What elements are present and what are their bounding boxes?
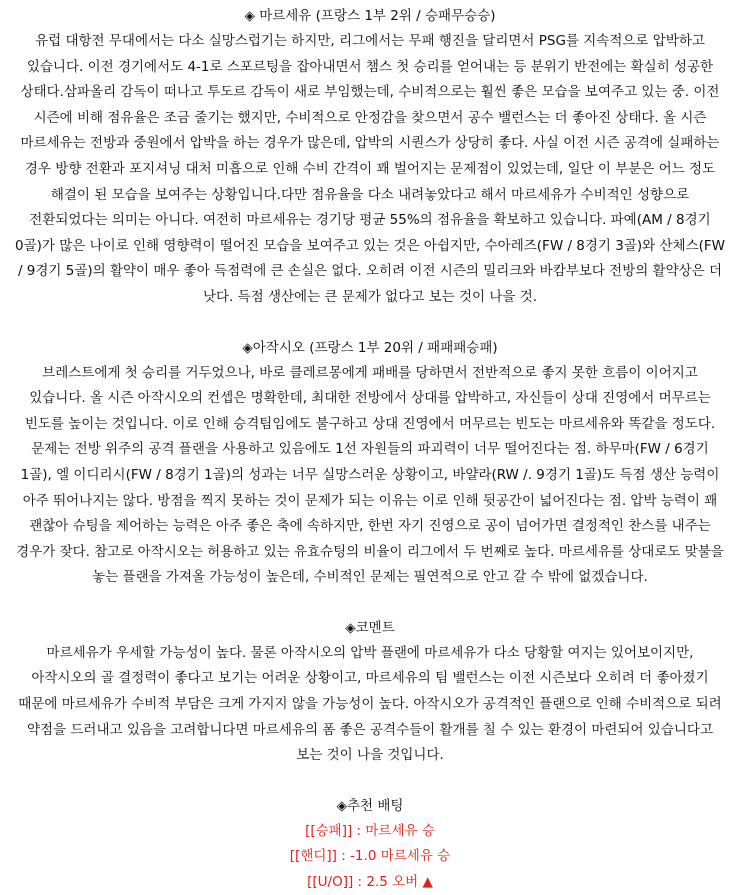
section-divider — [14, 311, 726, 336]
section-marseille — [14, 4, 726, 311]
section-body-marseille: 유럽 대항전 무대에서는 다소 실망스럽기는 하지만, 리그에서는 무패 행진을 달리면서 PSG를 지속적으로 압박하고 있습니다. 이전 경기에서도 4-1로 스포르팅을 잡아내면서 챔스 첫 승리를 얻어내는 등 분위기 반전에는 확실히 성공한 상태다.삼파올리 감독이 떠나고 투도르 감독이 새로 부임했는데, 수비적으로는 훨씬 좋은 모습을 보여주고 있는 중. 이전 시즌에 비해 점유율은 조금 줄기는 했지만, 수비적으로 안정감을 찾으면서 공수 밸런스는 더 좋아진 상태다. 올 시즌 마르세유는 전방과 중원에서 압박을 하는 경우가 많은데, 압박의 시퀀스가 상당히 좋다. 사실 이전 시즌 공격에 실패하는 경우 방향 전환과 포지셔닝 대처 미흡으로 인해 수비 간격이 꽤 벌어지는 문제점이 있었는데, 일단 이 부분은 어느 정도 해결이 된 모습을 보여주는 상황입니다.다만 점유율을 다소 내려놓았다고 해서 마르세유가 수비적인 성향으로 전환되었다는 의미는 아니다. 여전히 마르세유는 경기당 평균 55%의 점유율을 확보하고 있습니다. 파예(AM / 8경기 0골)가 많은 나이로 인해 영향력이 떨어진 모습을 보여주고 있는 것은 아쉽지만, 수아레즈(FW / 8경기 3골)와 산체스(FW / 9경기 5골)의 활약이 매우 좋아 득점력에 큰 손실은 없다. 오히려 이전 시즌의 밀리크와 바캄부보다 전방의 활약상은 더 낫다. 득점 생산에는 큰 문제가 없다고 보는 것이 나을 것. — [15, 33, 725, 305]
recommendation-over-under: [[U/O]] : 2.5 오버 ▲ — [307, 873, 433, 890]
section-title-recommendation: ◈추천 배팅 — [336, 797, 404, 814]
section-body-ajaccio: 브레스트에게 첫 승리를 거두었으나, 바로 클레르몽에게 패배를 당하면서 전반적으로 좋지 못한 흐름이 이어지고 있습니다. 올 시즌 아작시오의 컨셉은 명확한데, 최대한 전방에서 상대를 압박하고, 자신들이 상대 진영에서 머무르는 빈도를 높이는 것입니다. 이로 인해 승격팀임에도 불구하고 상대 진영에서 머무르는 빈도는 마르세유와 똑같을 정도다.문제는 전방 위주의 공격 플랜을 사용하고 있음에도 1선 자원들의 파괴력이 너무 떨어진다는 점. 하무마(FW / 6경기 1골), 엘 이디리시(FW / 8경기 1골)의 성과는 너무 실망스러운 상황이고, 바얄라(RW /. 9경기 1골)도 득점 생산 능력이 아주 뛰어나지는 않다. 방점을 찍지 못하는 것이 문제가 되는 이유는 이로 인해 뒷공간이 넓어진다는 점. 압박 능력이 꽤 괜찮아 슈팅을 제어하는 능력은 아주 좋은 축에 속하지만, 한번 자기 진영으로 공이 넘어가면 결정적인 찬스를 내주는 경우가 잦다. 참고로 아작시오는 허용하고 있는 유효슈팅의 비율이 리그에서 두 번째로 높다. 마르세유를 상대로도 맞불을 놓는 플랜을 가져올 가능성이 높은데, 수비적인 문제는 필연적으로 안고 갈 수 밖에 없겠습니다. — [16, 364, 724, 586]
recommendation-handicap: [[핸디]] : -1.0 마르세유 승 — [289, 848, 451, 865]
section-comment — [14, 616, 726, 769]
section-recommendation — [14, 794, 726, 895]
section-title-ajaccio: ◈아작시오 (프랑스 1부 20위 / 패패패승패) — [242, 339, 498, 356]
section-body-comment: 마르세유가 우세할 가능성이 높다. 물론 아작시오의 압박 플랜에 마르세유가 다소 당황할 여지는 있어보이지만, 아작시오의 골 결정력이 좋다고 보기는 어려운 상황이고, 마르세유의 팀 밸런스는 이전 시즌보다 오히려 더 좋아졌기 때문에 마르세유가 수비적 부담은 크게 가지지 않을 가능성이 높다. 아작시오가 공격적인 플랜으로 인해 수비적으로 되려 약점을 드러내고 있음을 고려합니다면 마르세유의 폼 좋은 공격수들이 활개를 칠 수 있는 환경이 마련되어 있습니다고 보는 것이 나을 것입니다. — [18, 644, 722, 764]
section-divider — [14, 591, 726, 616]
section-title-comment: ◈코멘트 — [345, 619, 395, 636]
section-title-marseille: ◈ 마르세유 (프랑스 1부 2위 / 승패무승승) — [244, 8, 496, 24]
recommendation-win-loss: [[승패]] : 마르세유 승 — [305, 822, 435, 839]
section-ajaccio — [14, 336, 726, 591]
section-divider — [14, 769, 726, 794]
